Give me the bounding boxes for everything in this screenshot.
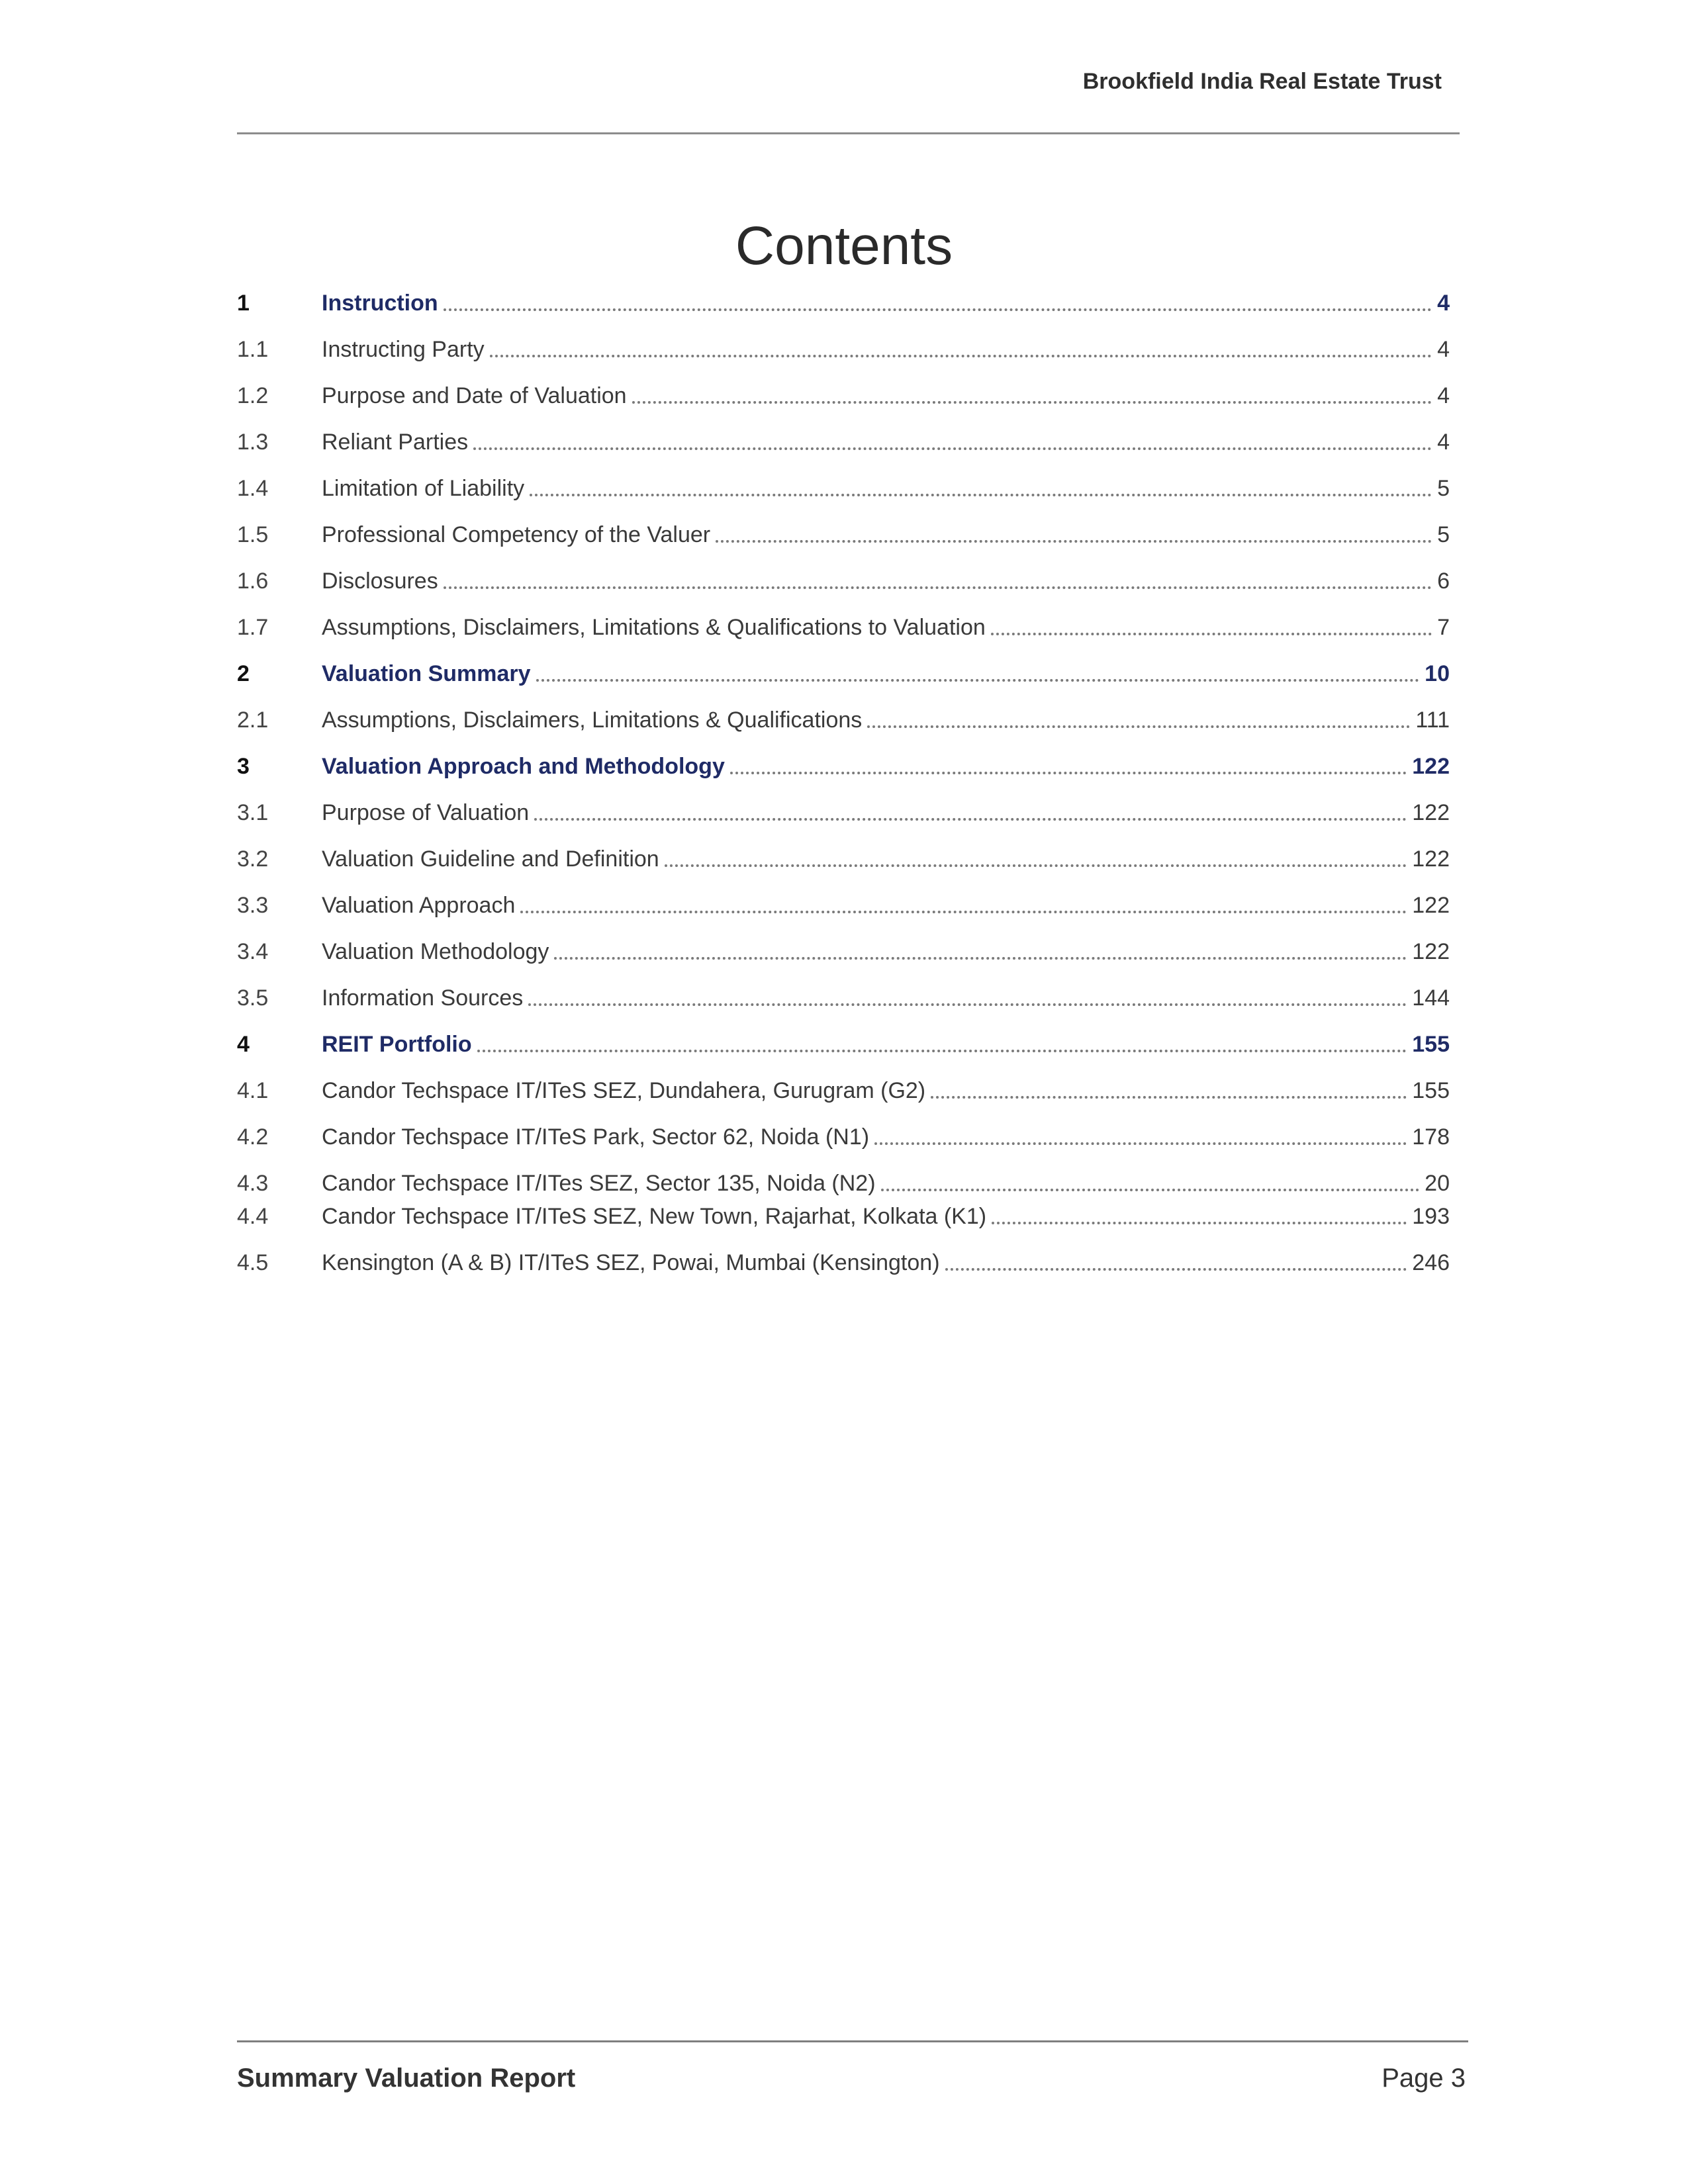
toc-entry[interactable] xyxy=(237,841,1450,874)
toc-entry[interactable] xyxy=(237,1072,1450,1105)
toc-entry-title: Reliant Parties xyxy=(322,430,469,455)
toc-entry-page: 155 xyxy=(1412,1032,1450,1057)
toc-entry[interactable] xyxy=(237,1165,1450,1198)
toc-dot-leader xyxy=(632,381,1432,404)
toc-entry-page: 122 xyxy=(1412,939,1450,964)
toc-dot-leader xyxy=(530,474,1432,496)
toc-entry-page: 4 xyxy=(1437,291,1450,316)
toc-dot-leader xyxy=(554,937,1407,960)
toc-entry-page: 10 xyxy=(1425,661,1450,686)
toc-dot-leader xyxy=(665,844,1407,867)
toc-entry[interactable] xyxy=(237,470,1450,503)
toc-entry-page: 7 xyxy=(1437,615,1450,640)
toc-dot-leader xyxy=(931,1076,1407,1099)
toc-dot-leader xyxy=(536,659,1420,682)
toc-dot-leader xyxy=(881,1169,1420,1191)
toc-entry[interactable] xyxy=(237,1118,1450,1152)
toc-entry-number: 4.4 xyxy=(237,1204,269,1229)
toc-entry-page: 144 xyxy=(1412,985,1450,1011)
contents-heading: Contents xyxy=(735,215,953,276)
toc-entry-title: Valuation Summary xyxy=(322,661,531,686)
toc-entry-page: 193 xyxy=(1412,1204,1450,1229)
toc-entry-number: 4 xyxy=(237,1032,250,1057)
toc-entry-number: 3.5 xyxy=(237,985,269,1011)
toc-entry-number: 4.3 xyxy=(237,1171,269,1196)
toc-entry-title: Candor Techspace IT/ITeS Park, Sector 62, Noida (N1) xyxy=(322,1124,870,1150)
toc-entry[interactable] xyxy=(237,748,1450,781)
toc-entry-page: 246 xyxy=(1412,1250,1450,1275)
toc-entry-number: 1.7 xyxy=(237,615,269,640)
toc-entry-title: Candor Techspace IT/ITeS SEZ, Dundahera, Gurugram (G2) xyxy=(322,1078,926,1103)
toc-entry-page: 20 xyxy=(1425,1171,1450,1196)
toc-entry-number: 3.2 xyxy=(237,846,269,872)
footer-report-title: Summary Valuation Report xyxy=(237,2064,576,2093)
toc-entry-number: 1.6 xyxy=(237,569,269,594)
toc-entry-title: Purpose and Date of Valuation xyxy=(322,383,627,408)
toc-entry[interactable] xyxy=(237,933,1450,966)
toc-entry-page: 122 xyxy=(1412,893,1450,918)
toc-entry-page: 4 xyxy=(1437,337,1450,362)
toc-entry-title: Candor Techspace IT/ITes SEZ, Sector 135, Noida (N2) xyxy=(322,1171,876,1196)
toc-entry-title: Disclosures xyxy=(322,569,438,594)
toc-entry-title: Professional Competency of the Valuer xyxy=(322,522,711,547)
toc-entry-number: 1.3 xyxy=(237,430,269,455)
toc-entry-title: Purpose of Valuation xyxy=(322,800,530,825)
toc-entry[interactable] xyxy=(237,609,1450,642)
toc-entry-title: Valuation Methodology xyxy=(322,939,549,964)
toc-dot-leader xyxy=(473,428,1432,450)
toc-entry-number: 1.4 xyxy=(237,476,269,501)
document-header-title: Brookfield India Real Estate Trust xyxy=(1082,69,1442,94)
toc-entry-title: Instructing Party xyxy=(322,337,485,362)
toc-entry-title: Valuation Guideline and Definition xyxy=(322,846,659,872)
toc-entry[interactable] xyxy=(237,331,1450,364)
toc-entry-number: 3 xyxy=(237,754,250,779)
toc-dot-leader xyxy=(490,335,1432,357)
toc-dot-leader xyxy=(867,705,1410,728)
toc-entry-title: Instruction xyxy=(322,291,438,316)
toc-entry-title: Information Sources xyxy=(322,985,524,1011)
toc-entry[interactable] xyxy=(237,887,1450,920)
toc-entry-number: 3.1 xyxy=(237,800,269,825)
toc-entry-number: 3.3 xyxy=(237,893,269,918)
toc-dot-leader xyxy=(528,983,1407,1006)
toc-entry-page: 122 xyxy=(1412,846,1450,872)
toc-entry-title: Assumptions, Disclaimers, Limitations & Qualifications to Valuation xyxy=(322,615,986,640)
toc-entry[interactable] xyxy=(237,1026,1450,1059)
toc-entry-title: Kensington (A & B) IT/ITeS SEZ, Powai, Mumbai (Kensington) xyxy=(322,1250,940,1275)
toc-entry[interactable] xyxy=(237,1244,1450,1277)
toc-dot-leader xyxy=(716,520,1432,543)
toc-dot-leader xyxy=(991,613,1432,635)
toc-dot-leader xyxy=(520,891,1407,913)
toc-entry-title: Limitation of Liability xyxy=(322,476,525,501)
toc-entry-page: 111 xyxy=(1415,707,1450,733)
toc-entry-number: 2.1 xyxy=(237,707,269,733)
toc-entry-number: 4.5 xyxy=(237,1250,269,1275)
toc-dot-leader xyxy=(444,289,1432,311)
toc-entry-number: 4.2 xyxy=(237,1124,269,1150)
toc-dot-leader xyxy=(874,1122,1407,1145)
toc-entry-title: Candor Techspace IT/ITeS SEZ, New Town, Rajarhat, Kolkata (K1) xyxy=(322,1204,987,1229)
footer-page-number: Page 3 xyxy=(1382,2064,1466,2093)
toc-entry-number: 1.2 xyxy=(237,383,269,408)
toc-entry-title: Valuation Approach and Methodology xyxy=(322,754,725,779)
toc-entry-title: REIT Portfolio xyxy=(322,1032,472,1057)
toc-dot-leader xyxy=(945,1248,1407,1271)
toc-entry-title: Valuation Approach xyxy=(322,893,516,918)
toc-entry-page: 4 xyxy=(1437,383,1450,408)
toc-entry[interactable] xyxy=(237,794,1450,827)
toc-entry-page: 155 xyxy=(1412,1078,1450,1103)
toc-entry-number: 4.1 xyxy=(237,1078,269,1103)
toc-entry[interactable] xyxy=(237,702,1450,735)
toc-entry-page: 5 xyxy=(1437,476,1450,501)
toc-entry-page: 5 xyxy=(1437,522,1450,547)
toc-entry[interactable] xyxy=(237,516,1450,549)
toc-entry-page: 122 xyxy=(1412,754,1450,779)
toc-dot-leader xyxy=(534,798,1407,821)
toc-entry-number: 1 xyxy=(237,291,250,316)
toc-entry[interactable] xyxy=(237,563,1450,596)
toc-entry[interactable] xyxy=(237,655,1450,688)
toc-dot-leader xyxy=(444,567,1432,589)
toc-entry[interactable] xyxy=(237,285,1450,318)
toc-dot-leader xyxy=(730,752,1407,774)
toc-entry-title: Assumptions, Disclaimers, Limitations & Qualifications xyxy=(322,707,863,733)
toc-entry-page: 122 xyxy=(1412,800,1450,825)
toc-entry-number: 1.1 xyxy=(237,337,269,362)
toc-entry-page: 4 xyxy=(1437,430,1450,455)
toc-entry[interactable] xyxy=(237,424,1450,457)
toc-entry[interactable] xyxy=(237,979,1450,1013)
toc-entry-number: 3.4 xyxy=(237,939,269,964)
toc-entry[interactable] xyxy=(237,377,1450,410)
toc-entry-page: 178 xyxy=(1412,1124,1450,1150)
toc-entry-number: 2 xyxy=(237,661,250,686)
toc-entry-number: 1.5 xyxy=(237,522,269,547)
toc-dot-leader xyxy=(992,1202,1407,1224)
footer-divider xyxy=(237,2040,1468,2042)
toc-dot-leader xyxy=(477,1030,1407,1052)
toc-entry-page: 6 xyxy=(1437,569,1450,594)
toc-entry[interactable] xyxy=(237,1198,1450,1231)
